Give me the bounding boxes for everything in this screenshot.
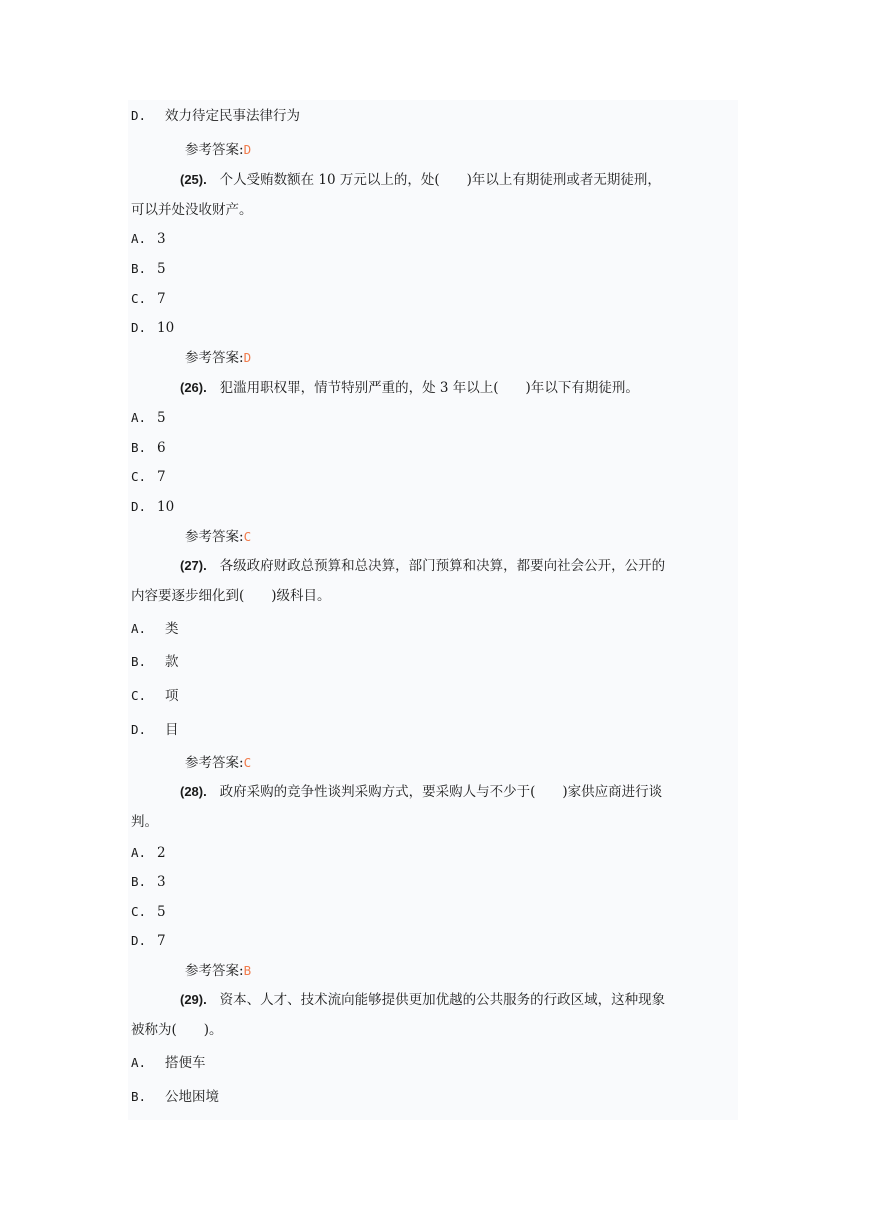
option-c <box>131 290 166 308</box>
option-label: B. <box>131 261 147 276</box>
answer-letter: D <box>243 350 252 365</box>
answer-prefix: 参考答案: <box>185 142 244 158</box>
option-d <box>131 107 300 125</box>
option-a <box>131 844 166 862</box>
option-label: B. <box>131 874 147 889</box>
answer-line <box>185 962 251 980</box>
answer-prefix: 参考答案: <box>185 755 244 771</box>
option-label: A. <box>131 410 147 425</box>
question-text: 政府采购的竞争性谈判采购方式，要采购人与不少于( )家供应商进行谈 <box>219 784 663 800</box>
option-text: 类 <box>165 621 179 637</box>
answer-prefix: 参考答案: <box>185 529 244 545</box>
question-text: 资本、人才、技术流向能够提供更加优越的公共服务的行政区域，这种现象 <box>219 992 666 1008</box>
option-label: A. <box>131 1055 147 1070</box>
option-d <box>131 319 174 337</box>
question-29-cont: 被称为( )。 <box>131 1022 223 1038</box>
option-a <box>131 620 179 638</box>
option-c <box>131 468 166 486</box>
answer-prefix: 参考答案: <box>185 350 244 366</box>
option-label: C. <box>131 469 147 484</box>
answer-letter: C <box>243 529 252 544</box>
option-a <box>131 1054 206 1072</box>
question-text: 犯滥用职权罪，情节特别严重的，处 3 年以上( )年以下有期徒刑。 <box>219 380 639 396</box>
option-label: C. <box>131 291 147 306</box>
answer-prefix: 参考答案: <box>185 963 244 979</box>
option-b <box>131 439 166 457</box>
question-number: (27). <box>180 558 207 573</box>
option-text: 项 <box>165 688 179 704</box>
question-25 <box>180 171 740 189</box>
question-number: (28). <box>180 784 207 799</box>
option-text: 3 <box>157 874 166 890</box>
answer-line <box>185 754 251 772</box>
option-b <box>131 260 166 278</box>
option-text: 10 <box>157 499 175 515</box>
option-text: 5 <box>157 904 166 920</box>
option-label: D. <box>131 108 147 123</box>
option-text: 公地困境 <box>165 1089 219 1105</box>
option-label: D. <box>131 933 147 948</box>
question-25-cont: 可以并处没收财产。 <box>131 202 253 218</box>
answer-line <box>185 349 251 367</box>
option-label: D. <box>131 320 147 335</box>
question-28-cont: 判。 <box>131 814 158 830</box>
question-number: (29). <box>180 992 207 1007</box>
option-a <box>131 230 166 248</box>
option-c <box>131 903 166 921</box>
option-label: A. <box>131 621 147 636</box>
option-text: 10 <box>157 320 175 336</box>
option-label: B. <box>131 440 147 455</box>
option-text: 效力待定民事法律行为 <box>165 108 300 124</box>
question-27-cont: 内容要逐步细化到( )级科目。 <box>131 588 331 604</box>
option-label: D. <box>131 499 147 514</box>
option-label: B. <box>131 654 147 669</box>
question-27 <box>180 557 740 575</box>
option-text: 5 <box>157 410 166 426</box>
option-label: C. <box>131 688 147 703</box>
option-label: A. <box>131 845 147 860</box>
option-b <box>131 653 179 671</box>
option-text: 2 <box>157 845 166 861</box>
question-number: (25). <box>180 172 207 187</box>
option-label: C. <box>131 904 147 919</box>
option-c <box>131 687 179 705</box>
question-text: 个人受贿数额在 10 万元以上的，处( )年以上有期徒刑或者无期徒刑， <box>219 172 661 188</box>
question-28 <box>180 783 740 801</box>
option-b <box>131 873 166 891</box>
option-label: A. <box>131 231 147 246</box>
option-text: 6 <box>157 440 166 456</box>
option-text: 目 <box>165 722 179 738</box>
option-text: 7 <box>157 469 166 485</box>
option-text: 搭便车 <box>165 1055 206 1071</box>
question-26 <box>180 379 740 397</box>
option-d <box>131 498 174 516</box>
answer-line <box>185 528 251 546</box>
option-text: 款 <box>165 654 179 670</box>
option-text: 5 <box>157 261 166 277</box>
question-number: (26). <box>180 380 207 395</box>
option-d <box>131 721 179 739</box>
option-text: 3 <box>157 231 166 247</box>
option-b <box>131 1088 219 1106</box>
option-text: 7 <box>157 933 166 949</box>
answer-letter: C <box>243 755 252 770</box>
option-label: D. <box>131 722 147 737</box>
answer-letter: B <box>243 963 252 978</box>
answer-letter: D <box>243 142 252 157</box>
question-text: 各级政府财政总预算和总决算，部门预算和决算，都要向社会公开，公开的 <box>219 558 666 574</box>
option-label: B. <box>131 1089 147 1104</box>
option-a <box>131 409 166 427</box>
answer-line <box>185 141 251 159</box>
option-text: 7 <box>157 291 166 307</box>
question-29 <box>180 991 740 1009</box>
option-d <box>131 932 166 950</box>
